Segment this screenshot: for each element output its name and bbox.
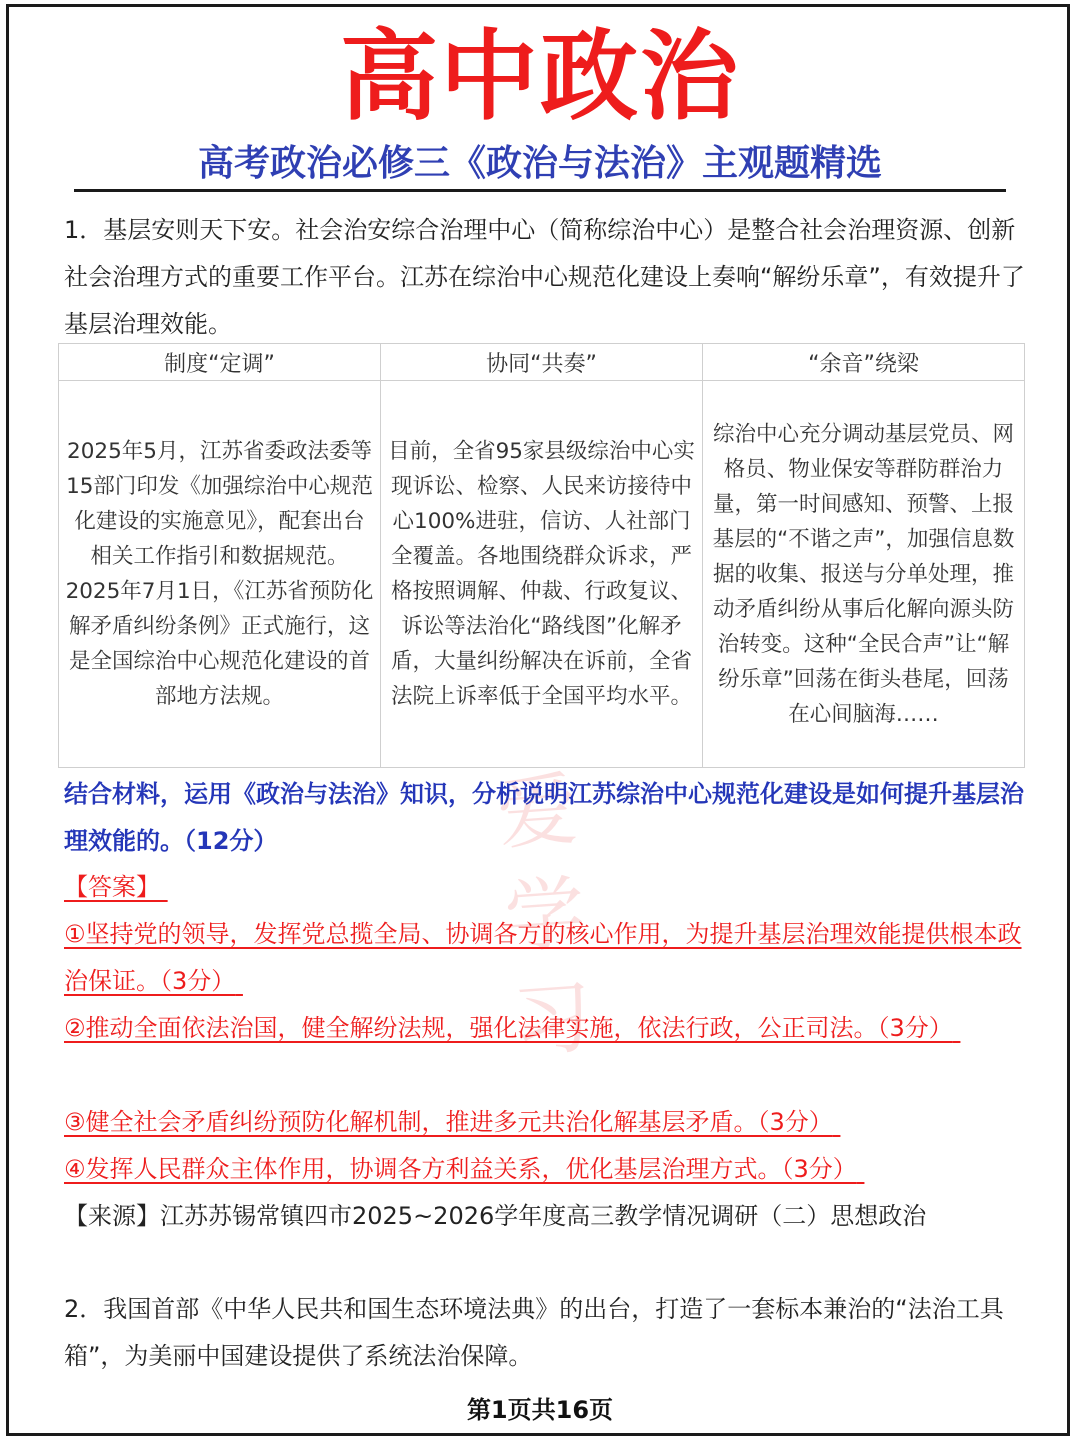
question-2-text: 2．我国首部《中华人民共和国生态环境法典》的出台，打造了一套标本兼治的“法治工具箱”，为美丽中国建设提供了系统法治保障。 <box>64 1295 1004 1370</box>
title-divider <box>74 189 1006 192</box>
answer-point-text: ③健全社会矛盾纠纷预防化解机制，推进多元共治化解基层矛盾。（3分） <box>64 1108 833 1136</box>
page-title: 高中政治 <box>339 20 740 134</box>
page-number: 第1页共16页 <box>466 1396 614 1424</box>
answer-label-text: 【答案】 <box>64 873 160 901</box>
watermark: 爱学习 <box>494 762 596 1069</box>
answer-point-2 <box>64 1005 1039 1052</box>
source-note: 【来源】江苏苏锡常镇四市2025~2026学年度高三教学情况调研（二）思想政治 <box>64 1202 927 1230</box>
answer-point-text: ②推动全面依法治国，健全解纷法规，强化法律实施，依法行政，公正司法。（3分） <box>64 1014 953 1042</box>
answer-point-text: ①坚持党的领导，发挥党总揽全局、协调各方的核心作用，为提升基层治理效能提供根本政治保证。（3分） <box>64 920 1022 995</box>
table-cell: 2025年5月，江苏省委政法委等15部门印发《加强综治中心规范化建设的实施意见》，配套出台相关工作指引和数据规范。2025年7月1日，《江苏省预防化解矛盾纠纷条例》正式施行，这是全国综治中心规范化建设的首部地方法规。 <box>59 381 381 768</box>
table-header-row <box>59 344 1025 381</box>
page-subtitle: 高考政治必修三《政治与法治》主观题精选 <box>197 143 882 184</box>
table-cell: 综治中心充分调动基层党员、网格员、物业保安等群防群治力量，第一时间感知、预警、上报基层的“不谐之声”，加强信息数据的收集、报送与分单处理，推动矛盾纠纷从事后化解向源头防治转变。这种“全民合声”让“解纷乐章”回荡在街头巷尾，回荡在心间脑海…… <box>703 381 1025 768</box>
question-1-prompt: 结合材料，运用《政治与法治》知识，分析说明江苏综治中心规范化建设是如何提升基层治理效能的。（12分） <box>64 780 1024 855</box>
answer-point-text: ④发挥人民群众主体作用，协调各方利益关系，优化基层治理方式。（3分） <box>64 1155 857 1183</box>
material-table <box>58 343 1025 768</box>
question-1-text: 1．基层安则天下安。社会治安综合治理中心（简称综治中心）是整合社会治理资源、创新社会治理方式的重要工作平台。江苏在综治中心规范化建设上奏响“解纷乐章”，有效提升了基层治理效能。 <box>64 216 1025 338</box>
answer-point-4 <box>64 1146 1039 1193</box>
table-header-cell: “余音”绕梁 <box>703 344 1025 381</box>
table-row <box>59 381 1025 768</box>
answer-point-1 <box>64 911 1039 1005</box>
table-cell: 目前，全省95家县级综治中心实现诉讼、检察、人民来访接待中心100%进驻，信访、人社部门全覆盖。各地围绕群众诉求，严格按照调解、仲裁、行政复议、诉讼等法治化“路线图”化解矛盾，大量纠纷解决在诉前，全省法院上诉率低于全国平均水平。 <box>381 381 703 768</box>
table-header-cell: 制度“定调” <box>59 344 381 381</box>
table-header-cell: 协同“共奏” <box>381 344 703 381</box>
answer-label <box>64 864 1039 911</box>
answer-point-3 <box>64 1099 1039 1146</box>
